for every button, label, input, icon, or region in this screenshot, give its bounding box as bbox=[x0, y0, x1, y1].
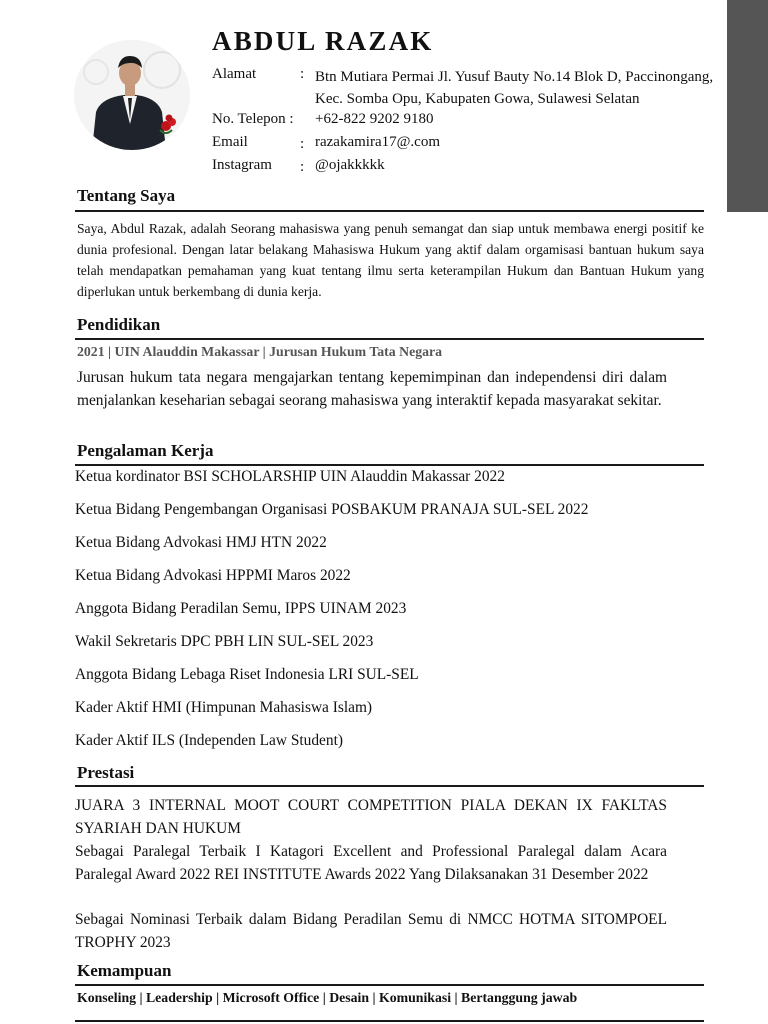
phone-label: No. Telepon : bbox=[212, 111, 294, 127]
work-divider bbox=[75, 464, 704, 466]
instagram-colon: : bbox=[300, 159, 305, 175]
achievements-divider bbox=[75, 785, 704, 787]
work-item: Wakil Sekretaris DPC PBH LIN SUL-SEL 2023 bbox=[75, 633, 374, 650]
address-colon: : bbox=[300, 66, 305, 82]
email-label: Email bbox=[212, 134, 248, 150]
achievement-item: JUARA 3 INTERNAL MOOT COURT COMPETITION PIALA DEKAN IX FAKLTAS SYARIAH DAN HUKUM bbox=[75, 797, 667, 837]
address-line-2: Kec. Somba Opu, Kabupaten Gowa, Sulawesi Selatan bbox=[315, 91, 640, 107]
work-title: Pengalaman Kerja bbox=[77, 441, 214, 460]
achievement-item: Sebagai Paralegal Terbaik I Katagori Excellent and Professional Paralegal dalam Acara Paralegal Award 2022 REI INSTITUTE Awards 2022 Yang Dilaksanakan 31 Desember 2022 bbox=[75, 843, 667, 883]
work-item: Anggota Bidang Peradilan Semu, IPPS UINAM 2023 bbox=[75, 600, 407, 617]
work-item: Ketua Bidang Advokasi HPPMI Maros 2022 bbox=[75, 567, 351, 584]
education-divider bbox=[75, 338, 704, 340]
instagram-value: @ojakkkkk bbox=[315, 157, 385, 173]
work-item: Ketua kordinator BSI SCHOLARSHIP UIN Alauddin Makassar 2022 bbox=[75, 468, 505, 485]
skills-list: Konseling | Leadership | Microsoft Office | Desain | Komunikasi | Bertanggung jawab bbox=[77, 990, 578, 1005]
about-title: Tentang Saya bbox=[77, 186, 176, 205]
phone-value: +62-822 9202 9180 bbox=[315, 111, 434, 127]
profile-photo bbox=[74, 40, 190, 150]
address-line-1: Btn Mutiara Permai Jl. Yusuf Bauty No.14 Blok D, Paccinongang, bbox=[315, 69, 714, 85]
address-label: Alamat bbox=[212, 66, 257, 82]
email-colon: : bbox=[300, 136, 305, 152]
work-item: Kader Aktif ILS (Independen Law Student) bbox=[75, 732, 343, 749]
about-text: Saya, Abdul Razak, adalah Seorang mahasiswa yang penuh semangat dan siap untuk membawa energi positif ke dunia profesional. Dengan latar belakang Mahasiswa Hukum yang aktif dalam orgamisasi bantuan hukum saya telah mendapatkan pemahaman yang kuat tentang ilmu serta keterampilan Hukum dan Bantuan Hukum yang diperlukan untuk berkembang di dunia kerja. bbox=[77, 221, 704, 299]
achievements-title: Prestasi bbox=[77, 763, 135, 782]
about-divider bbox=[75, 210, 704, 212]
work-item: Anggota Bidang Lebaga Riset Indonesia LRI SUL-SEL bbox=[75, 666, 419, 683]
skills-title: Kemampuan bbox=[77, 961, 172, 980]
work-item: Ketua Bidang Pengembangan Organisasi POSBAKUM PRANAJA SUL-SEL 2022 bbox=[75, 501, 589, 518]
education-entry-text: Jurusan hukum tata negara mengajarkan tentang kepemimpinan dan independensi diri dalam menjalankan keseharian sebagai seorang mahasiswa yang interaktif kepada masyarakat sekitar. bbox=[77, 369, 667, 409]
work-item: Kader Aktif HMI (Himpunan Mahasiswa Islam) bbox=[75, 699, 373, 716]
education-entry-header: 2021 | UIN Alauddin Makassar | Jurusan Hukum Tata Negara bbox=[77, 344, 443, 359]
skills-divider bbox=[75, 984, 704, 986]
achievement-item: Sebagai Nominasi Terbaik dalam Bidang Peradilan Semu di NMCC HOTMA SITOMPOEL TROPHY 2023 bbox=[75, 911, 667, 951]
candidate-name: ABDUL RAZAK bbox=[212, 26, 434, 56]
instagram-label: Instagram bbox=[212, 157, 272, 173]
education-title: Pendidikan bbox=[77, 315, 161, 334]
bottom-divider bbox=[75, 1020, 704, 1022]
work-item: Ketua Bidang Advokasi HMJ HTN 2022 bbox=[75, 534, 327, 551]
email-value: razakamira17@.com bbox=[315, 134, 441, 150]
